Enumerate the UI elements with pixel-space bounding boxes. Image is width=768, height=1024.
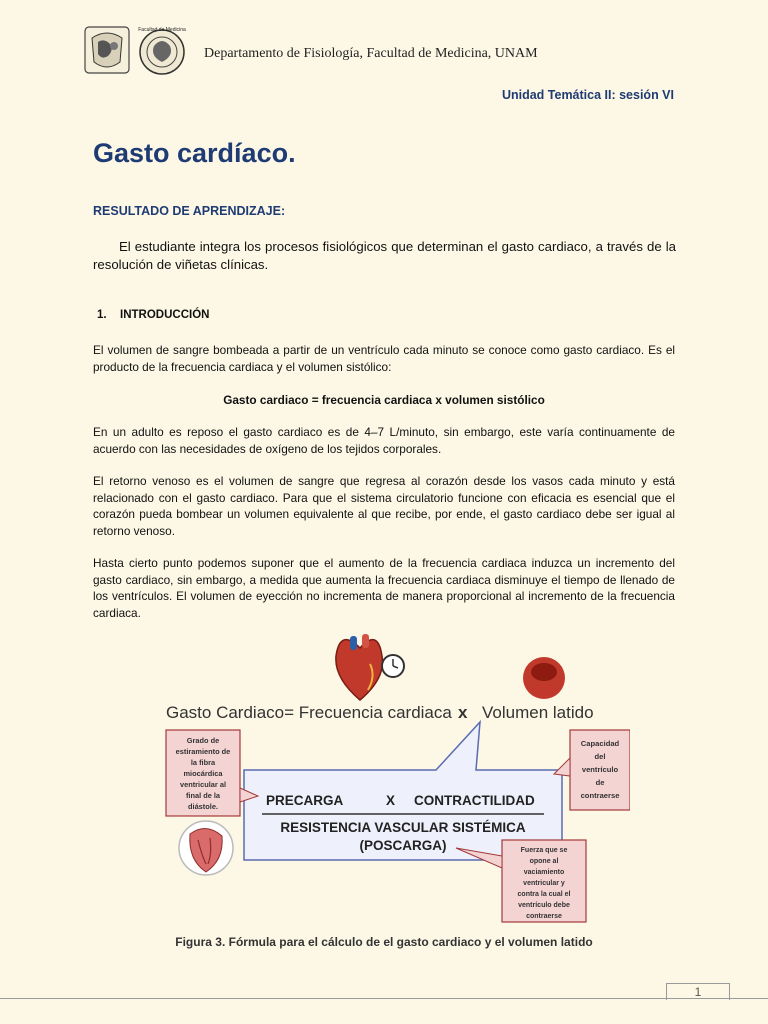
precarga-label: PRECARGA <box>266 793 344 808</box>
footer-rule <box>0 998 768 999</box>
equation-right: Volumen latido <box>482 703 594 722</box>
section-title: INTRODUCCIÓN <box>120 309 210 321</box>
equation-times: x <box>458 703 468 722</box>
section-heading <box>97 309 209 321</box>
note-line: Grado de <box>186 736 220 745</box>
section-number: 1. <box>97 309 107 321</box>
note-line: ventricular y <box>523 880 565 887</box>
session-unit: Unidad Temática II: sesión VI <box>501 88 674 102</box>
seal-label: Facultad de Medicina <box>138 27 186 33</box>
note-line: final de la <box>185 791 221 800</box>
page-title: Gasto cardíaco. <box>93 138 296 168</box>
note-line: Fuerza que se <box>520 847 568 854</box>
note-poscarga <box>456 840 586 922</box>
note-line: ventricular al <box>179 780 227 789</box>
learning-outcome-text: El estudiante integra los procesos fisiológicos que determinan el gasto cardiaco, a través de la resolución de viñetas clínicas. <box>93 239 676 272</box>
note-line: contra la cual el <box>517 891 571 898</box>
contractilidad-label: CONTRACTILIDAD <box>414 793 535 808</box>
paragraph-3: El retorno venoso es el volumen de sangre que regresa al corazón desde los vasos cada minuto y está relacionado con el gasto cardiaco. Para que el sistema circulatorio funcione con eficacia es esencial que el corazón pueda bombear un volumen equivalente al que recibe, por ende, el gasto cardiaco debe ser igual al retorno venoso. <box>93 474 675 538</box>
learning-outcome-heading: RESULTADO DE APRENDIZAJE: <box>93 204 286 218</box>
formula-box <box>244 722 562 860</box>
cardiac-output-figure <box>150 628 630 932</box>
formula-line: Gasto cardiaco = frecuencia cardiaca x volumen sistólico <box>223 393 545 407</box>
paragraph-2: En un adulto es reposo el gasto cardiaco es de 4–7 L/minuto, sin embargo, este varía continuamente de acuerdo con las necesidades de oxígeno de los tejidos corporales. <box>93 425 675 456</box>
note-line: estiramiento de <box>175 747 231 756</box>
paragraph-4: Hasta cierto punto podemos suponer que el aumento de la frecuencia cardiaca induzca un incremento del gasto cardiaco, sin embargo, a medida que aumenta la frecuencia cardiaca disminuye el tiempo de llenado de los ventrículos. El volumen de eyección no incrementa de manera proporcional al incremento de la frecuencia cardiaca. <box>93 556 675 620</box>
paragraph-1: El volumen de sangre bombeada a partir de un ventrículo cada minuto se conoce como gasto cardiaco. Es el producto de la frecuencia cardiaca y el volumen sistólico: <box>93 343 675 374</box>
note-contractilidad <box>554 730 630 810</box>
figure-caption: Figura 3. Fórmula para el cálculo de el gasto cardiaco y el volumen latido <box>175 935 593 949</box>
note-line: contraerse <box>526 913 562 920</box>
note-line: la fibra <box>190 758 216 767</box>
heart-section-icon <box>179 821 233 875</box>
department-header: Departamento de Fisiología, Facultad de Medicina, UNAM <box>204 46 538 61</box>
note-line: ventrículo <box>581 765 619 774</box>
page-number: 1 <box>666 983 730 1000</box>
equation-left: Gasto Cardiaco= Frecuencia cardiaca <box>166 703 452 722</box>
note-line: de <box>595 778 605 787</box>
note-line: opone al <box>529 858 559 865</box>
header-logos <box>84 24 190 76</box>
poscarga-label: (POSCARGA) <box>359 838 447 853</box>
note-line: contraerse <box>580 791 620 800</box>
medicine-faculty-seal-icon <box>138 27 186 74</box>
note-line: vaciamiento <box>523 869 565 876</box>
note-line: ventrículo debe <box>518 902 570 909</box>
note-line: del <box>594 752 606 761</box>
note-line: diástole. <box>188 802 218 811</box>
note-line: miocárdica <box>183 769 223 778</box>
unam-seal-icon <box>85 27 129 73</box>
heart-icon <box>336 634 383 700</box>
note-line: Capacidad <box>580 739 620 748</box>
clock-icon <box>382 655 404 677</box>
times-label: X <box>386 793 396 808</box>
resistencia-label: RESISTENCIA VASCULAR SISTÉMICA <box>280 820 526 835</box>
blood-drop-icon <box>523 657 565 699</box>
